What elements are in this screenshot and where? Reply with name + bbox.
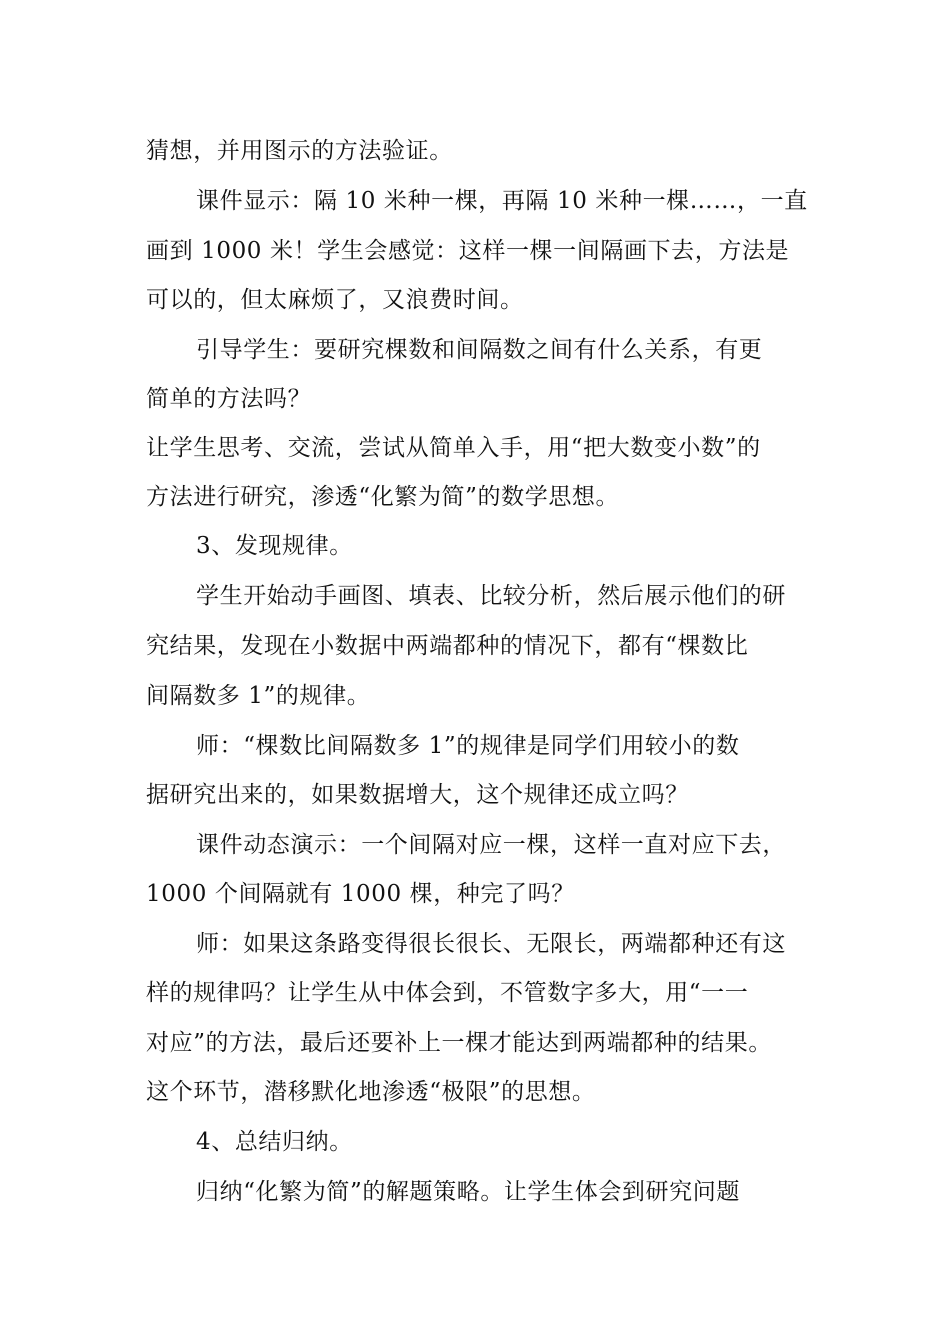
text-line: 1000 个间隔就有 1000 棵，种完了吗？ [146,881,575,907]
section-heading: 3、发现规律。 [196,533,353,559]
text-line: 画到 1000 米！学生会感觉：这样一棵一间隔画下去，方法是 [146,238,790,264]
text-line: 可以的，但太麻烦了，又浪费时间。 [146,287,524,313]
text-line: 方法进行研究，渗透“化繁为简”的数学思想。 [146,484,620,510]
text-line: 学生开始动手画图、填表、比较分析，然后展示他们的研 [196,583,786,609]
text-line: 简单的方法吗？ [146,386,312,412]
text-line: 究结果，发现在小数据中两端都种的情况下，都有“棵数比 [146,633,749,659]
text-line: 课件动态演示：一个间隔对应一棵，这样一直对应下去， [196,832,786,858]
text-line: 据研究出来的，如果数据增大，这个规律还成立吗？ [146,782,689,808]
text-line: 样的规律吗？让学生从中体会到，不管数字多大，用“一一 [146,980,749,1006]
text-line: 课件显示：隔 10 米种一棵，再隔 10 米种一棵……，一直 [196,188,808,214]
text-line: 师：“棵数比间隔数多 1”的规律是同学们用较小的数 [196,733,740,759]
text-line: 这个环节，潜移默化地渗透“极限”的思想。 [146,1079,596,1105]
text-line: 引导学生：要研究棵数和间隔数之间有什么关系，有更 [196,337,763,363]
section-heading: 4、总结归纳。 [196,1129,353,1155]
text-line: 对应”的方法，最后还要补上一棵才能达到两端都种的结果。 [146,1030,772,1056]
text-line: 猜想，并用图示的方法验证。 [146,138,453,164]
text-line: 师：如果这条路变得很长很长、无限长，两端都种还有这 [196,931,786,957]
text-line: 归纳“化繁为简”的解题策略。让学生体会到研究问题 [196,1179,740,1205]
text-line: 让学生思考、交流，尝试从简单入手，用“把大数变小数”的 [146,435,761,461]
text-line: 间隔数多 1”的规律。 [146,683,371,709]
